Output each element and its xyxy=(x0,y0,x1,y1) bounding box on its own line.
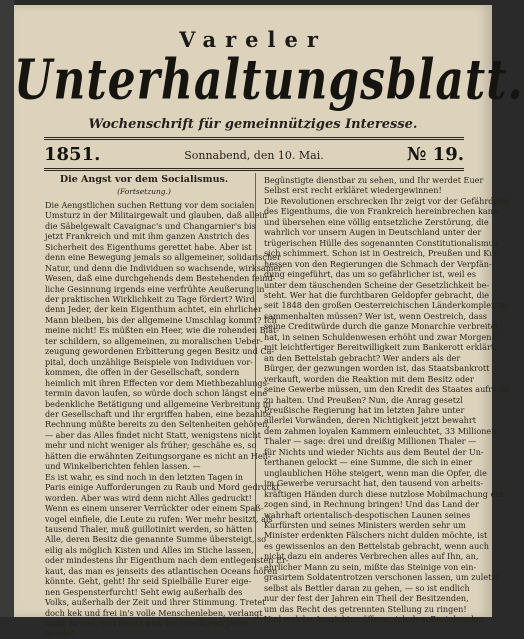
dateline-rule xyxy=(44,168,464,169)
text-line: bedenkliche Betätigung und allgemeine Verbreitung in xyxy=(45,398,271,409)
text-line: kräftigen Händen durch diese nutzlose Mobilmachung ent- xyxy=(264,488,507,499)
masthead-top: Vareler xyxy=(179,27,327,52)
text-line: allerlei Vorwänden, deren Nichtigkeit jetzt bewahrt xyxy=(264,415,477,426)
text-line: nen Gespensterfurcht! Seht ewig außerhalb des xyxy=(45,586,243,597)
right-body xyxy=(264,175,511,625)
text-line: Wenn es einem unserer Verrückter oder einem Spaß- xyxy=(45,503,264,514)
text-line: Preußische Regierung hat im letzten Jahre unter xyxy=(264,404,465,415)
text-line: seine Creditwürde durch die ganze Monarchie verbreitet xyxy=(264,321,499,332)
text-line: an den Bettelstab gebracht? Wer anders als der xyxy=(264,352,461,363)
text-line: ehrlicher Mann zu sein, mißte das Steinige von ein- xyxy=(264,561,477,572)
text-line: termin davon laufen, so würde doch schon längst eine xyxy=(45,388,268,399)
newspaper-page xyxy=(14,5,524,639)
text-line: Mann bleiben, bis der allgemeine Umschlag kommt? Ich xyxy=(45,314,277,325)
text-line: Rechnung müßte bereits zu den Seltenheiten gehören, xyxy=(45,419,271,430)
text-line: eilig als möglich Kisten und Alles im Stiche lassen, xyxy=(45,544,254,555)
text-line: liche Gesinnung irgends eine verfrühte Aeußerung in xyxy=(45,283,265,294)
text-line: hat, in seinen Schuldenwesen erhöht und zwar Morgens xyxy=(264,331,496,342)
text-line: der Gesellschaft und ihr ergriffen haben, eine bezahlte xyxy=(45,408,271,419)
text-line: Alle, deren Besitz die genannte Summe übersteigt, so xyxy=(45,534,267,545)
text-line: Die Aengstlichen suchen Rettung vor dem socialen xyxy=(45,199,255,210)
text-line: heimlich mit ihren Effecten vor dem Miethbezahlungs- xyxy=(45,377,270,388)
text-line: des Eigenthums, die von Frankreich hereinbrechen kann, xyxy=(264,206,501,217)
text-line: seit 1848 den großen Oesterreichischen Länderkomplex zu- xyxy=(264,300,511,311)
text-line: Natur, und denn die Individuen so wachsende, wirksamer xyxy=(45,262,283,273)
text-line: seine Gewerbe müssen, um den Kredit des Staates aufrecht xyxy=(264,384,510,395)
text-line: sammenhalten müssen? Wer ist, wenn Oestreich, dass xyxy=(264,310,487,321)
text-line: Sicherheit des Eigenthums gerettet habe. Aber ist xyxy=(45,241,252,252)
text-line: die Säbelgewalt Cavaignac's und Changarnier's bis xyxy=(45,220,256,231)
dateline-rule-2 xyxy=(44,170,464,171)
left-body xyxy=(45,199,289,639)
article-heading: Die Angst vor dem Socialismus. xyxy=(59,174,229,185)
text-line: Umsturz in der Militairgewalt und glauben, daß allein xyxy=(45,210,268,221)
text-line: minder xyxy=(45,628,75,639)
year: 1851. xyxy=(44,144,101,165)
text-line: unter dem täuschenden Scheine der Gesetzlichkeit be- xyxy=(264,279,490,290)
text-line: oder mindestens ihr Eigenthum nach dem entlegensten Er- xyxy=(45,555,289,566)
text-line: kaut, das man es jenseits des atlantischen Oceans hören xyxy=(45,565,278,576)
text-line: zeugung gewordenen Erbitterung gegen Besitz und Ca- xyxy=(45,346,275,357)
text-line: dung eingeführt, das um so gefährlicher ist, weil es xyxy=(264,269,476,280)
text-line: Es ist wahr, es sind noch in den letzten Tagen in xyxy=(45,471,243,482)
text-line: denn Jeder, der kein Eigenthum achtet, ein ehrlicher xyxy=(45,304,262,315)
text-line: nicht zu viel, und Besitz und der Intelligenz jeden xyxy=(45,618,250,629)
text-line: Wesen, daß eine durchgehends dem Bestehenden feind- xyxy=(45,273,276,284)
text-line: grasirtem Soldatentrotzen verschonen lassen, um zuletzt xyxy=(264,572,499,583)
text-line: sich schimmert. Schon ist in Oestreich, Preußen und Kur- xyxy=(264,248,501,259)
text-line: für Nichts und wieder Nichts aus dem Beutel der Un- xyxy=(264,446,484,457)
right-column xyxy=(264,175,511,625)
text-line: pital, doch unzählige Beispiele von Individuen vor- xyxy=(45,356,253,367)
text-line: Und welche Aussichten öffnen sich dem Bestehenden xyxy=(264,614,484,625)
text-line: und Winkelberichten fehlen lassen. — xyxy=(45,461,201,472)
text-line: nur der fest der Jahren ein Theil der Besitzenden, xyxy=(264,593,469,604)
text-line: tausend Thaler, muß guillotinirt werden, so hätten xyxy=(45,523,253,534)
top-rule-2 xyxy=(44,139,464,140)
text-line: Minister erdenkten Fälschers nicht dulden möchte, ist xyxy=(264,530,488,541)
text-line: hessen von den Regierungen die Schmach der Verpfän- xyxy=(264,258,492,269)
issue-number: № 19. xyxy=(406,144,464,165)
text-line: es gewissenlos an den Bettelstab gebracht, wenn auch xyxy=(264,540,489,551)
text-line: doch kek und frei in's volle Menschenleben, verlangt xyxy=(45,607,263,618)
text-line: verkauft, worden die Reaktion mit dem Besitz oder xyxy=(264,373,474,384)
text-line: — aber das Alles findet nicht Statt, wenigstens nicht xyxy=(45,429,261,440)
text-line: wahrhaft orientalisch-despotischen Launen seines xyxy=(264,509,471,520)
article-note: (Fortsetzung.) xyxy=(117,187,171,197)
text-line: Bürger, der gezwungen worden ist, das Staatsbankrott xyxy=(264,363,490,374)
text-line: worden. Aber was wird denn nicht Alles gedruckt! xyxy=(45,492,252,503)
text-line: dem zahmen loyalen Kammern einleuchtet, 33 Millionen xyxy=(264,425,497,436)
dateline xyxy=(44,142,464,168)
text-line: könnte. Geht, geht! Ihr seid Spielbälle Eurer eige- xyxy=(45,576,252,587)
text-line: der praktischen Wirklichkeit zu Tage fördert? Wird xyxy=(45,293,255,304)
text-line: Selbst erst recht erkläret wiedergewinnen! xyxy=(264,185,442,196)
text-line: zogen sind, in Rechnung bringen! Und das Land der xyxy=(264,499,479,510)
text-line: selbst als Bettler daran zu gehen, — so ist endlich xyxy=(264,582,470,593)
text-line: unglaublichen Höhe steigert, wenn man die Opfer, die xyxy=(264,467,487,478)
book-edge xyxy=(0,0,14,617)
text-line: wahrlich vor unsern Augen in Deutschland unter der xyxy=(264,227,482,238)
top-rule xyxy=(44,137,464,138)
text-line: und übersehen eine völlig entsetzliche Zerstörung, die xyxy=(264,216,489,227)
text-line: Paris einige Aufforderungen zu Raub und Mord gedruckt xyxy=(45,482,280,493)
text-line: mehr und nicht weniger als früher; geschähe es, so xyxy=(45,440,257,451)
left-column xyxy=(45,174,289,639)
text-line: Begünstigte dienstbar zu sehen, und Ihr werdet Euer xyxy=(264,175,484,185)
text-line: hätten die erwähnten Zeitungsorgane es nicht an Heil- xyxy=(45,450,271,461)
text-line: Volks, außerhalb der Zeit und ihrer Stimmung. Tretet xyxy=(45,597,266,608)
text-line: vogel einfiele, die Leute zu rufen: Wer mehr besitzt, als xyxy=(45,513,273,524)
text-line: jetzt Frankreich und mit ihm ganzen Anstrich des xyxy=(45,231,250,242)
text-line: im Gewerbe verursacht hat, den tausend von arbeits- xyxy=(264,478,484,489)
text-line: Die Revolutionen erschrecken Ihr zeigt vor der Gefährdung xyxy=(264,195,510,206)
text-line: trügerischen Hülle des sogenannten Constitutionalismus xyxy=(264,237,498,248)
text-line: meine nicht! Es müßten ein Heer, wie die rohenden Blät- xyxy=(45,325,280,336)
text-line: um das Recht des getrennten Stellung zu ringen! xyxy=(264,603,467,614)
issue-date: Sonnabend, den 10. Mai. xyxy=(184,149,324,162)
text-line: nicht dazu ein anderes Verbrechen alles auf Ihn, an, xyxy=(264,551,479,562)
text-line: Kurfürsten und seines Ministers werden sehr um xyxy=(264,519,466,530)
text-line: mit leichtfertiger Bereitwilligkeit zum Bankerott erklärt, xyxy=(264,342,497,353)
text-line: denn eine Bewegung jemals so allgemeiner, solidarischer xyxy=(45,252,281,263)
text-line: ter schildern, so allgemeinen, zu moralischen Ueber- xyxy=(45,335,263,346)
masthead-title: Unterhaltungsblatt. xyxy=(14,48,524,113)
text-line: zu halten. Und Preußen? Nun, die Anrag gesetzl xyxy=(264,394,463,405)
text-line: terthanen gelockt — eine Summe, die sich in einer xyxy=(264,457,473,468)
text-line: steht. Wer hat die furchtbaren Geldopfer gebracht, die xyxy=(264,289,490,300)
text-line: kommen, die offen in der Gesellschaft, sondern xyxy=(45,367,240,378)
text-line: Thaler — sage: drei und dreißig Millionen Thaler — xyxy=(264,436,477,447)
masthead-subtitle: Wochenschrift für gemeinnütziges Interesse. xyxy=(88,117,418,132)
